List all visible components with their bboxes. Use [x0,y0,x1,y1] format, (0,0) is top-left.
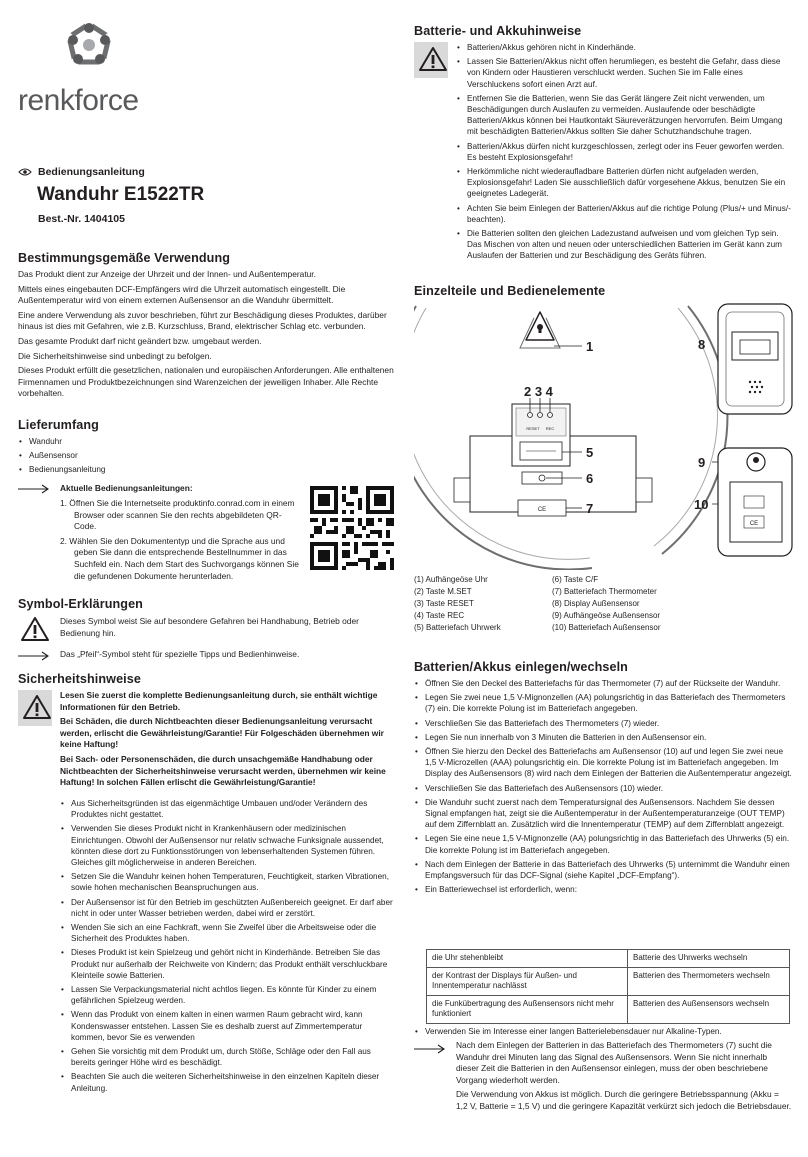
paragraph: Bei Schäden, die durch Nichtbeachten dieser Bedienungsanleitung verursacht werden, erlischt die Gewährleistung/Garantie! Für Folgeschäden übernehmen wir keine Haftung! [60,716,384,750]
warning-triangle-icon [22,694,52,720]
paragraph: Eine andere Verwendung als zuvor beschrieben, führt zur Beschädigung dieses Produktes, darüber hinaus ist dies mit Gefahren, wie z.B. Kurzschluss, Brand, elektrischer Schlag etc. verbunden. [18,309,387,332]
qr-code-icon[interactable] [310,486,394,570]
legend-item: (10) Batteriefach Außensensor [552,623,661,632]
insert-batteries-list [414,678,792,898]
callout-6: 6 [586,471,594,486]
brand-name: renkforce [18,84,139,117]
legend-item: (4) Taste REC [414,611,465,620]
list-item: • Aus Sicherheitsgründen ist das eigenmächtige Umbauen und/oder Verändern des Produktes nicht gestattet. [60,798,396,820]
step: 2. Wählen Sie den Dokumententyp und die Sprache aus und geben Sie dann die entsprechende Bestellnummer in das Suchfeld ein. Nach dem Start des Suchvorgangs können Sie die gefundenen Dokumente herunterladen. [60,535,299,581]
insert-batteries-heading: Batterien/Akkus einlegen/wechseln [414,660,628,674]
legend-item: (2) Taste M.SET [414,587,472,596]
list-item: • Beachten Sie auch die weiteren Sicherheitshinweise in den einzelnen Kapiteln dieser Anleitung. [60,1071,396,1093]
eye-icon [18,167,32,177]
list-item: • Lassen Sie Batterien/Akkus nicht offen herumliegen, es besteht die Gefahr, dass diese von Kindern oder Haustieren verschluckt werden. Suchen Sie im Falle eines Verschluckens sofort einen Arzt auf. [456,56,792,90]
list-item: • Herkömmliche nicht wiederaufladbare Batterien dürfen nicht aufgeladen werden, Explosionsgefahr! Laden Sie ausschließlich dafür vorgesehene Akkus, benutzen Sie ein geeignetes Ladegerät. [456,166,792,200]
current-manuals-title: Aktuelle Bedienungsanleitungen: [60,483,193,493]
sensor-ce-label: CE [749,521,759,527]
safety-list [60,798,396,1097]
table-cell: Batterien des Außensensors wechseln [628,995,790,1023]
legend-item: (6) Taste C/F [552,575,599,584]
paragraph: Die Verwendung von Akkus ist möglich. Durch die geringere Betriebsspannung (Akku = 1,2 V, Batterie = 1,5 V) und die geringere Kapazität verkürzt sich jedoch die Betriebsdauer. [456,1089,792,1111]
list-item: • Bedienungsanleitung [18,464,396,475]
list-item: • Verschließen Sie das Batteriefach des Thermometers (7) wieder. [414,718,792,729]
safety-intro [60,690,396,792]
manual-label: Bedienungsanleitung [38,166,145,178]
callout-7: 7 [586,501,594,516]
callout-5: 5 [586,445,594,460]
paragraph: Dieses Produkt erfüllt die gesetzlichen, nationalen und europäischen Anforderungen. Alle enthaltenen Firmennamen und Produktbezeichnungen sind Warenzeichen der jeweiligen Inhaber. Alle Rechte vorbehalten. [18,365,394,399]
callout-1: 1 [586,339,594,354]
parts-heading: Einzelteile und Bedienelemente [414,284,606,298]
arrow-right-icon [414,1044,446,1054]
arrow-right-icon [18,651,50,661]
legend-item: (7) Batteriefach Thermometer [552,587,657,596]
list-item: • Verwenden Sie dieses Produkt nicht in Krankenhäusern oder medizinischen Einrichtungen. Obwohl der Außensensor nur relativ schwache Funksignale aussendet, könnten diese dort zu Funktionsstörungen von lebenserhaltenden Systemen führen. Gleiches gilt möglicherweise in anderen Bereichen. [60,823,396,868]
list-item: • Verschließen Sie das Batteriefach des Außensensors (10) wieder. [414,783,792,794]
arrow-symbol-text: Das „Pfeil“-Symbol steht für spezielle Tipps und Bedienhinweise. [60,649,300,659]
list-item: • Wenden Sie sich an eine Fachkraft, wenn Sie Zweifel über die Arbeitsweise oder die Sicherheit des Produktes haben. [60,922,396,944]
list-item: • Entfernen Sie die Batterien, wenn Sie das Gerät längere Zeit nicht verwenden, um Beschädigungen durch Auslaufen zu vermeiden. Auslaufende oder beschädigte Batterien/Akkus können bei Hautkontakt Säureverätzungen hervorrufen. Beim Umgang mit beschädigten Batterien/Akkus sollten Sie daher Schutzhandschuhe tragen. [456,93,792,138]
list-item: • Außensensor [18,450,396,461]
list-item: • Legen Sie eine neue 1,5 V-Mignonzelle (AA) polungsrichtig in das Batteriefach des Uhrwerks (5) ein. Die korrekte Polung ist im Batteriefach angegeben. [414,833,792,855]
order-number: Best.-Nr. 1404105 [38,213,125,225]
list-item: • Legen Sie zwei neue 1,5 V-Mignonzellen (AA) polungsrichtig in das Batteriefach des Thermometers (7) ein. Die korrekte Polung ist im Batteriefach angegeben. [414,692,792,714]
clock-drawing [414,306,727,570]
warning-triangle-icon [20,616,50,642]
arrow-right-icon [18,484,50,494]
list-item: • Ein Batteriewechsel ist erforderlich, wenn: [414,884,792,895]
table-cell: die Funkübertragung des Außensensors nicht mehr funktioniert [427,995,628,1023]
table-cell: der Kontrast der Displays für Außen- und Innentemperatur nachlässt [427,967,628,995]
table-cell: Batterie des Uhrwerks wechseln [628,950,790,968]
table-cell: die Uhr stehenbleibt [427,950,628,968]
list-item: • Die Wanduhr sucht zuerst nach dem Temperatursignal des Außensensors. Nachdem Sie dessen Signal empfangen hat, zeigt sie die Außentemperatur in der Außentemperaturanzeige (OUT TEMP) auf dem Ziffernblatt an. Zusätzlich wird die Innentemperatur (TEMP) auf dem Ziffernblatt angezeigt. [414,797,792,831]
list-item: • Verwenden Sie im Interesse einer langen Batterielebensdauer nur Alkaline-Typen. [414,1026,792,1037]
product-diagram [414,300,796,570]
paragraph: Mittels eines eingebauten DCF-Empfängers wird die Uhrzeit automatisch eingestellt. Die Außentemperatur wird von einem externen Außensensor an die Wanduhr übermittelt. [18,283,346,306]
intended-use-text [18,269,396,403]
list-item: • Dieses Produkt ist kein Spielzeug und gehört nicht in Kinderhände. Betreiben Sie das Produkt nur außerhalb der Reichweite von Kindern; das Produkt enthält verschluckbare Kleinteile sowie Batterien. [60,947,396,981]
alkaline-note-list [414,1026,792,1040]
table-row [427,950,790,968]
intended-use-heading: Bestimmungsgemäße Verwendung [18,251,231,265]
list-item: • Achten Sie beim Einlegen der Batterien/Akkus auf die richtige Polung (Plus/+ und Minus/- beachten). [456,203,792,225]
delivery-heading: Lieferumfang [18,418,99,432]
paragraph: Das gesamte Produkt darf nicht geändert bzw. umgebaut werden. [18,335,262,346]
step: 1. Öffnen Sie die Internetseite produktinfo.conrad.com in einem Browser oder scannen Sie den rechts abgebildeten QR-Code. [60,498,295,532]
list-item: • Batterien/Akkus dürfen nicht kurzgeschlossen, zerlegt oder ins Feuer geworfen werden. Es besteht Explosionsgefahr! [456,141,792,163]
list-item: • Öffnen Sie hierzu den Deckel des Batteriefachs am Außensensor (10) auf und legen Sie zwei neue 1,5 V-Microzellen (AAA) polungsrichtig ein. Die korrekte Polung ist im Batteriefach angegeben. Im Display des Außensensors (8) wird nach dem Einlegen der Batterien die Außentemperatur angezeigt. [414,746,792,780]
list-item: • Öffnen Sie den Deckel des Batteriefachs für das Thermometer (7) auf der Rückseite der Wanduhr. [414,678,792,689]
list-item: • Batterien/Akkus gehören nicht in Kinderhände. [456,42,792,53]
paragraph: Die Sicherheitshinweise sind unbedingt zu befolgen. [18,350,212,361]
clock-reset-label: RESET [526,426,540,431]
product-title: Wanduhr E1522TR [37,184,205,205]
safety-heading: Sicherheitshinweise [18,672,141,686]
list-item: • Wanduhr [18,436,396,447]
clock-ce-label: CE [537,507,547,513]
symbols-heading: Symbol-Erklärungen [18,597,143,611]
clock-rec-label: REC [545,426,555,431]
legend-item: (5) Batteriefach Uhrwerk [414,623,501,632]
paragraph: Lesen Sie zuerst die komplette Bedienungsanleitung durch, sie enthält wichtige Informationen für den Betrieb. [60,690,378,712]
battery-change-table [426,949,790,1024]
paragraph: Bei Sach- oder Personenschäden, die durch unsachgemäße Handhabung oder Nichtbeachten der Sicherheitshinweise verursacht werden, übernehmen wir keine Haftung! In solchen Fällen erlischt die Gewährleistung/Garantie! [60,753,386,788]
sensor-drawing [718,304,792,414]
brand-logo-icon [60,20,118,76]
battery-notes-list [456,42,792,265]
warning-symbol-text: Dieses Symbol weist Sie auf besondere Gefahren bei Handhabung, Betrieb oder Bedienung hin. [60,616,359,638]
list-item: • Der Außensensor ist für den Betrieb im geschützten Außenbereich geeignet. Er darf aber nicht in oder unter Wasser betrieben werden, dabei wird er zerstört. [60,897,396,919]
legend-item: (3) Taste RESET [414,599,474,608]
list-item: • Nach dem Einlegen der Batterie in das Batteriefach des Uhrwerks (5) unternimmt die Wanduhr einen Empfangsversuch für das DCF-Signal (siehe Kapitel „DCF-Empfang“). [414,859,792,881]
legend-item: (9) Aufhängeöse Außensensor [552,611,661,620]
delivery-list [18,436,396,479]
list-item: • Lassen Sie Verpackungsmaterial nicht achtlos liegen. Es könnte für Kinder zu einem gefährlichen Spielzeug werden. [60,984,396,1006]
legend-right [552,574,752,634]
callout-10: 10 [694,497,709,512]
battery-notes-heading: Batterie- und Akkuhinweise [414,24,582,38]
sensor-back-drawing [718,448,792,556]
table-cell: Batterien des Thermometers wechseln [628,967,790,995]
callout-8: 8 [698,337,706,352]
legend-item: (8) Display Außensensor [552,599,640,608]
list-item: • Gehen Sie vorsichtig mit dem Produkt um, durch Stöße, Schläge oder den Fall aus bereits geringer Höhe wird es beschädigt. [60,1046,396,1068]
table-row [427,967,790,995]
current-manuals-steps [60,498,300,585]
battery-tips [456,1040,792,1116]
callout-9: 9 [698,455,706,470]
list-item: • Wenn das Produkt von einem kalten in einen warmen Raum gebracht wird, kann Kondenswasser entstehen. Lassen Sie es deshalb zuerst auf Zimmertemperatur kommen, bevor Sie es verwenden [60,1009,396,1043]
list-item: • Setzen Sie die Wanduhr keinen hohen Temperaturen, Feuchtigkeit, starken Vibrationen, sowie hohen mechanischen Beanspruchungen aus. [60,871,396,893]
legend-item: (1) Aufhängeöse Uhr [414,575,488,584]
table-row [427,995,790,1023]
list-item: • Legen Sie nun innerhalb von 3 Minuten die Batterien in den Außensensor ein. [414,732,792,743]
paragraph: Das Produkt dient zur Anzeige der Uhrzeit und der Innen- und Außentemperatur. [18,269,316,279]
callout-2-3-4: 2 3 4 [524,384,553,399]
warning-triangle-icon [418,46,448,72]
list-item: • Die Batterien sollten den gleichen Ladezustand aufweisen und vom gleichen Typ sein. Das Mischen von alten und neuen oder unterschiedlichen Batterien im Gerät kann zum Auslaufen der Batterien und zur Beschädigung des Geräts führen. [456,228,792,262]
paragraph: Nach dem Einlegen der Batterien in das Batteriefach des Thermometers (7) sucht die Wanduhr drei Minuten lang das Signal des Außensensors. Wenn Sie nicht innerhalb dieser Zeit die Batterien in den Außensensor einlegen, muss der oben beschriebene Vorgang wiederholt werden. [456,1040,772,1085]
